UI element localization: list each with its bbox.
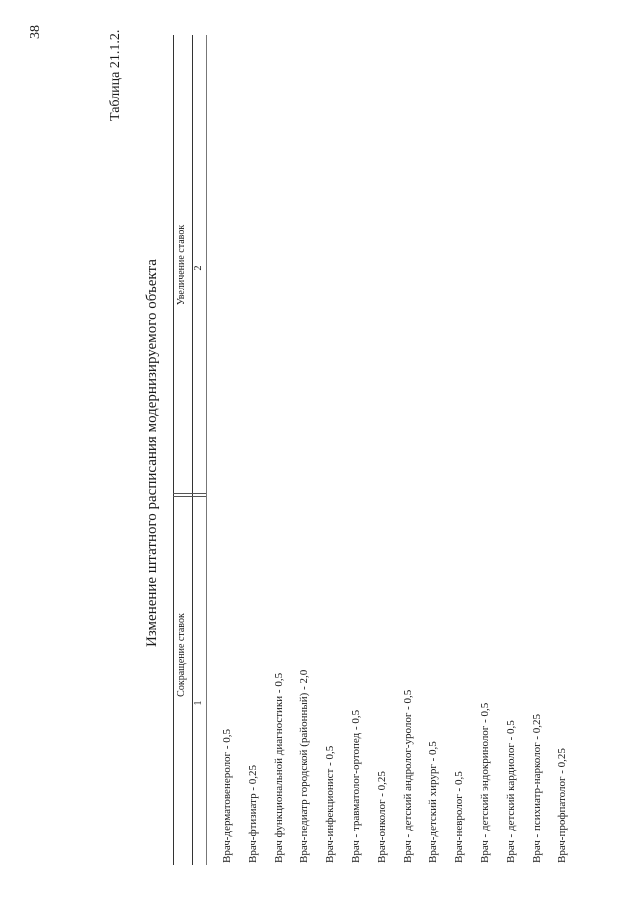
column-number-reduction: 1 [193, 700, 204, 706]
column-number-increase: 2 [193, 265, 204, 271]
column-separator [173, 496, 206, 497]
table-row: Врач-инфекционист - 0,5 [324, 745, 337, 863]
table-row: Врач - детский эндокринолог - 0,5 [478, 702, 491, 863]
reduction-list [220, 433, 581, 863]
page-number: 38 [28, 25, 43, 39]
column-header-increase: Увеличение ставок [176, 224, 187, 306]
table-caption: Таблица 21.1.2. [108, 29, 123, 121]
table-row: Врач-детский хирург - 0,5 [427, 741, 440, 863]
table-row: Врач-педиатр городской (районный) - 2,0 [298, 669, 311, 863]
table-row: Врач-профпатолог - 0,25 [556, 748, 569, 863]
table-header-rule [192, 35, 193, 865]
document-title: Изменение штатного расписания модернизируемого объекта [144, 259, 160, 647]
table-row: Врач - детский андролог-уролог - 0,5 [401, 689, 414, 863]
table-number-rule [206, 35, 207, 865]
table-row: Врач-дерматовенеролог - 0,5 [221, 729, 233, 863]
table-row: Врач функциональной диагностики - 0,5 [272, 672, 285, 863]
table-top-rule [173, 35, 174, 865]
table-row: Врач-онколог - 0,25 [375, 771, 388, 863]
column-header-reduction: Сокращение ставок [176, 613, 187, 697]
table-row: Врач-фтизиатр - 0,25 [246, 765, 259, 863]
column-separator-inner [173, 493, 206, 494]
table-row: Врач - психиатр-нарколог - 0,25 [530, 713, 543, 863]
table-row: Врач - детский кардиолог - 0,5 [504, 720, 517, 863]
table-row: Врач - травматолог-ортопед - 0,5 [349, 709, 362, 863]
table-row: Врач-невролог - 0,5 [453, 771, 466, 863]
